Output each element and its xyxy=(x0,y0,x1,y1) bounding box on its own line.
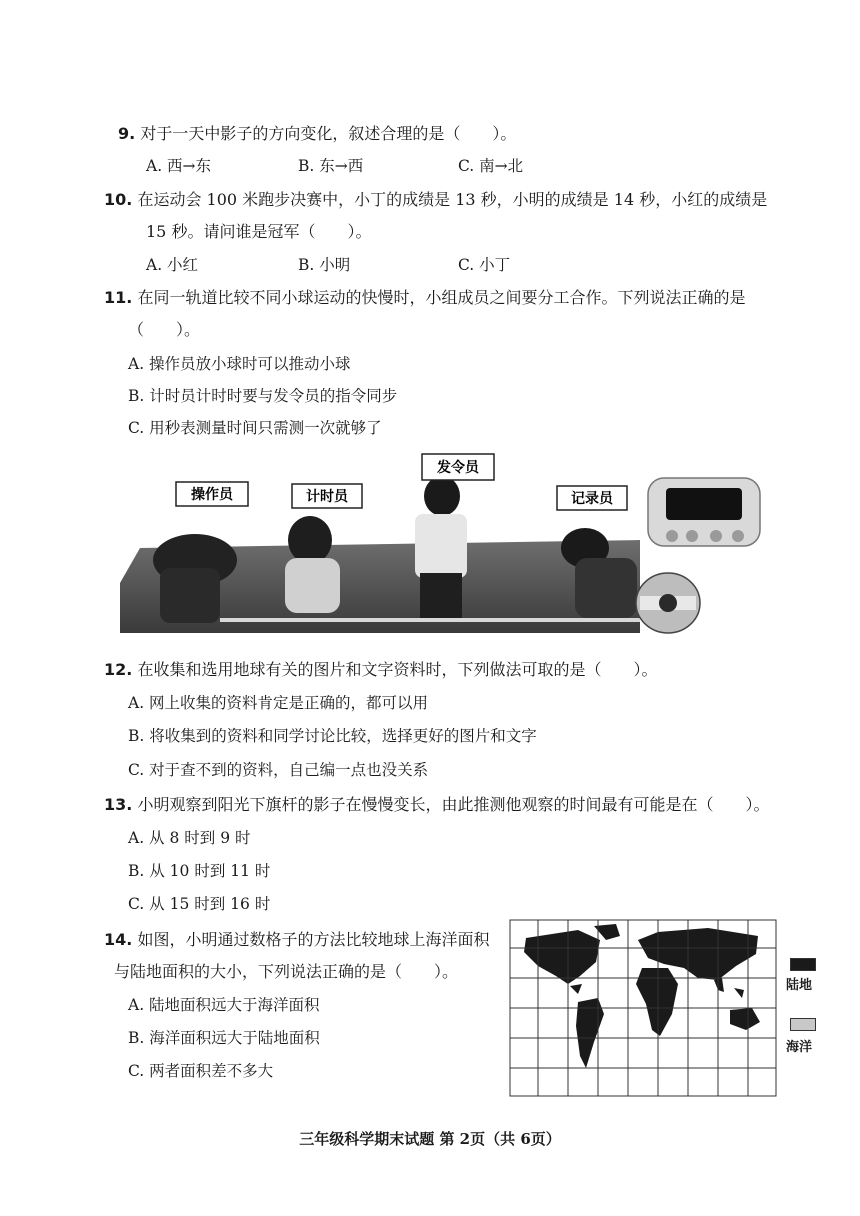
stopwatch-icon xyxy=(648,478,760,546)
option-b: B. 从 10 时到 11 时 xyxy=(128,862,271,880)
ball-closeup-icon xyxy=(636,573,700,633)
question-text-line2: （ ）。 xyxy=(128,320,201,339)
question-10 xyxy=(104,190,767,210)
question-text: 小明观察到阳光下旗杆的影子在慢慢变长，由此推测他观察的时间最有可能是在（ ）。 xyxy=(137,795,770,814)
question-text-line2: 与陆地面积的大小，下列说法正确的是（ ）。 xyxy=(114,962,459,981)
option-c: C. 对于查不到的资料，自己编一点也没关系 xyxy=(128,761,429,779)
question-text: 在收集和选用地球有关的图片和文字资料时，下列做法可取的是（ ）。 xyxy=(137,660,658,679)
option-b: B. 小明 xyxy=(298,256,351,274)
option-c: C. 两者面积差不多大 xyxy=(128,1062,274,1080)
question-number: 13. xyxy=(104,795,133,814)
page-footer: 三年级科学期末试题 第 2页（共 6页） xyxy=(299,1130,561,1148)
question-number: 12. xyxy=(104,660,133,679)
option-b: B. 海洋面积远大于陆地面积 xyxy=(128,1029,320,1047)
question-9 xyxy=(118,124,516,144)
option-c: C. 用秒表测量时间只需测一次就够了 xyxy=(128,419,382,437)
option-a: A. 从 8 时到 9 时 xyxy=(128,829,251,847)
option-c: C. 南→北 xyxy=(458,157,524,175)
label-recorder: 记录员 xyxy=(571,491,613,507)
option-a: A. 网上收集的资料肯定是正确的，都可以用 xyxy=(128,694,429,712)
label-operator: 操作员 xyxy=(191,487,233,503)
question-text: 在运动会 100 米跑步决赛中，小丁的成绩是 13 秒，小明的成绩是 14 秒，小红的成绩是 xyxy=(137,190,768,209)
legend-ocean-label: 海洋 xyxy=(786,1040,813,1055)
legend-land-label: 陆地 xyxy=(786,978,813,993)
option-b: B. 计时员计时时要与发令员的指令同步 xyxy=(128,387,398,405)
question-number: 14. xyxy=(104,930,133,949)
question-number: 11. xyxy=(104,288,133,307)
option-b: B. 东→西 xyxy=(298,157,364,175)
option-a: A. 小红 xyxy=(146,256,199,274)
question-number: 9. xyxy=(118,124,136,143)
question-number: 10. xyxy=(104,190,133,209)
legend-ocean-swatch xyxy=(790,1018,816,1031)
label-starter: 发令员 xyxy=(437,460,479,476)
question-text-line2: 15 秒。请问谁是冠军（ ）。 xyxy=(146,222,372,241)
option-c: C. 小丁 xyxy=(458,256,511,274)
option-c: C. 从 15 时到 16 时 xyxy=(128,895,271,913)
option-a: A. 西→东 xyxy=(146,157,212,175)
legend-land-swatch xyxy=(790,958,816,971)
label-timer: 计时员 xyxy=(306,489,348,505)
option-a: A. 操作员放小球时可以推动小球 xyxy=(128,355,351,373)
option-b: B. 将收集到的资料和同学讨论比较，选择更好的图片和文字 xyxy=(128,727,537,745)
world-map-grid xyxy=(508,918,778,1098)
question-text: 如图，小明通过数格子的方法比较地球上海洋面积 xyxy=(137,930,490,949)
question-text: 在同一轨道比较不同小球运动的快慢时，小组成员之间要分工合作。下列说法正确的是 xyxy=(137,288,746,307)
question-13 xyxy=(104,795,769,815)
question-12 xyxy=(104,660,657,680)
question-text: 对于一天中影子的方向变化，叙述合理的是（ ）。 xyxy=(140,124,517,143)
experiment-photo xyxy=(120,448,770,638)
option-a: A. 陆地面积远大于海洋面积 xyxy=(128,996,320,1014)
question-11 xyxy=(104,288,745,308)
question-14 xyxy=(104,930,489,950)
